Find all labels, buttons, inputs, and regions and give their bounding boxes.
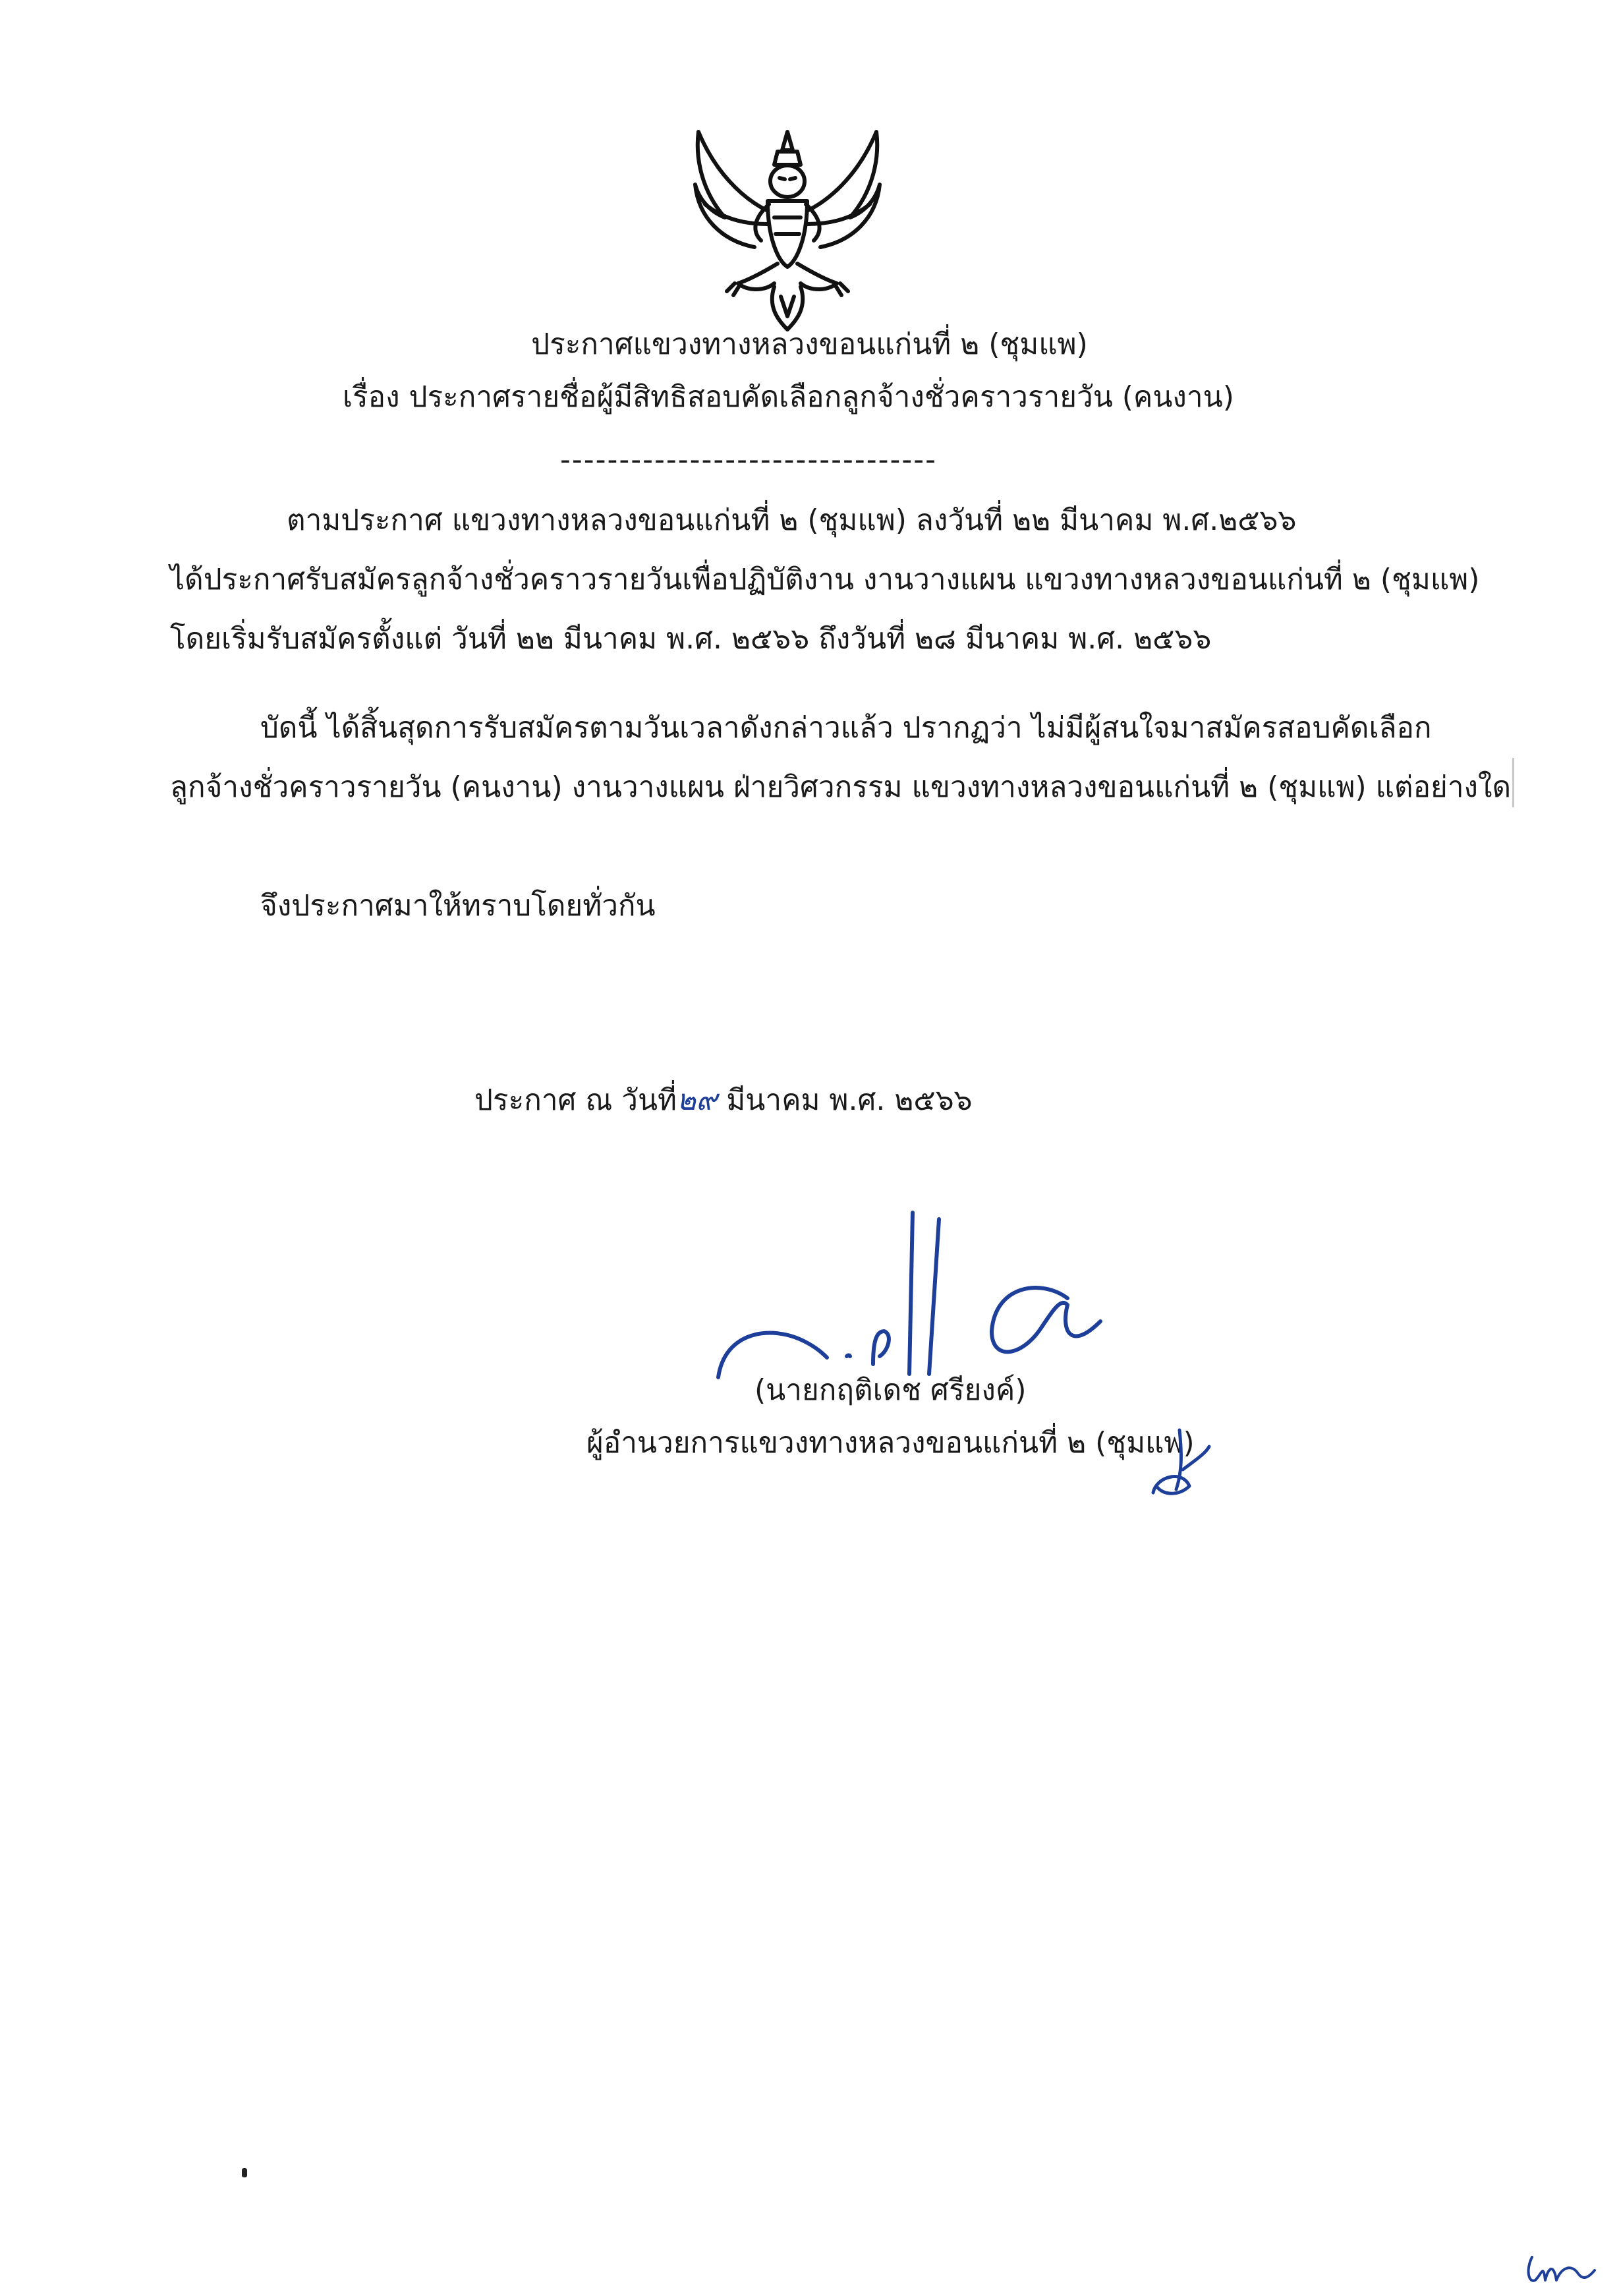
stray-ink-dot [242, 2168, 247, 2177]
handwritten-initial [1143, 1423, 1216, 1503]
paragraph-3: จึงประกาศมาให้ทราบโดยทั่วกัน [260, 889, 656, 923]
announcement-date [474, 1081, 973, 1120]
header-divider: -------------------------------- [560, 443, 938, 476]
paragraph-1-line-2: ได้ประกาศรับสมัครลูกจ้างชั่วคราวรายวันเพื่อปฏิบัติงาน งานวางแผน แขวงทางหลวงขอนแก่นที่ ๒ (ชุมแพ) [170, 563, 1480, 596]
corner-initial-mark [1522, 2244, 1601, 2290]
date-suffix: มีนาคม พ.ศ. ๒๕๖๖ [717, 1083, 973, 1117]
announcement-subject: เรื่อง ประกาศรายชื่อผู้มีสิทธิสอบคัดเลือกลูกจ้างชั่วคราวรายวัน (คนงาน) [343, 380, 1234, 414]
paragraph-2-line-2: ลูกจ้างชั่วคราวรายวัน (คนงาน) งานวางแผน ฝ่ายวิศวกรรม แขวงทางหลวงขอนแก่นที่ ๒ (ชุมแพ) แต่อย่างใด [170, 770, 1512, 804]
garuda-emblem-icon [669, 119, 906, 336]
signatory-name: (นายกฤติเดช ศรียงค์) [754, 1373, 1027, 1407]
announcement-title: ประกาศแขวงทางหลวงขอนแก่นที่ ๒ (ชุมแพ) [531, 328, 1088, 361]
handwritten-day: ๒๙ [677, 1083, 718, 1117]
date-prefix: ประกาศ ณ วันที่ [474, 1083, 677, 1117]
scan-edge-mark [1512, 758, 1514, 807]
paragraph-1-line-1: ตามประกาศ แขวงทางหลวงขอนแก่นที่ ๒ (ชุมแพ) ลงวันที่ ๒๒ มีนาคม พ.ศ.๒๕๖๖ [287, 503, 1297, 537]
paragraph-1-line-3: โดยเริ่มรับสมัครตั้งแต่ วันที่ ๒๒ มีนาคม พ.ศ. ๒๕๖๖ ถึงวันที่ ๒๘ มีนาคม พ.ศ. ๒๕๖๖ [170, 622, 1212, 656]
paragraph-2-line-1: บัดนี้ ได้สิ้นสุดการรับสมัครตามวันเวลาดังกล่าวแล้ว ปรากฏว่า ไม่มีผู้สนใจมาสมัครสอบคัดเลือก [260, 711, 1432, 745]
signatory-position: ผู้อำนวยการแขวงทางหลวงขอนแก่นที่ ๒ (ชุมแพ) [586, 1426, 1195, 1460]
